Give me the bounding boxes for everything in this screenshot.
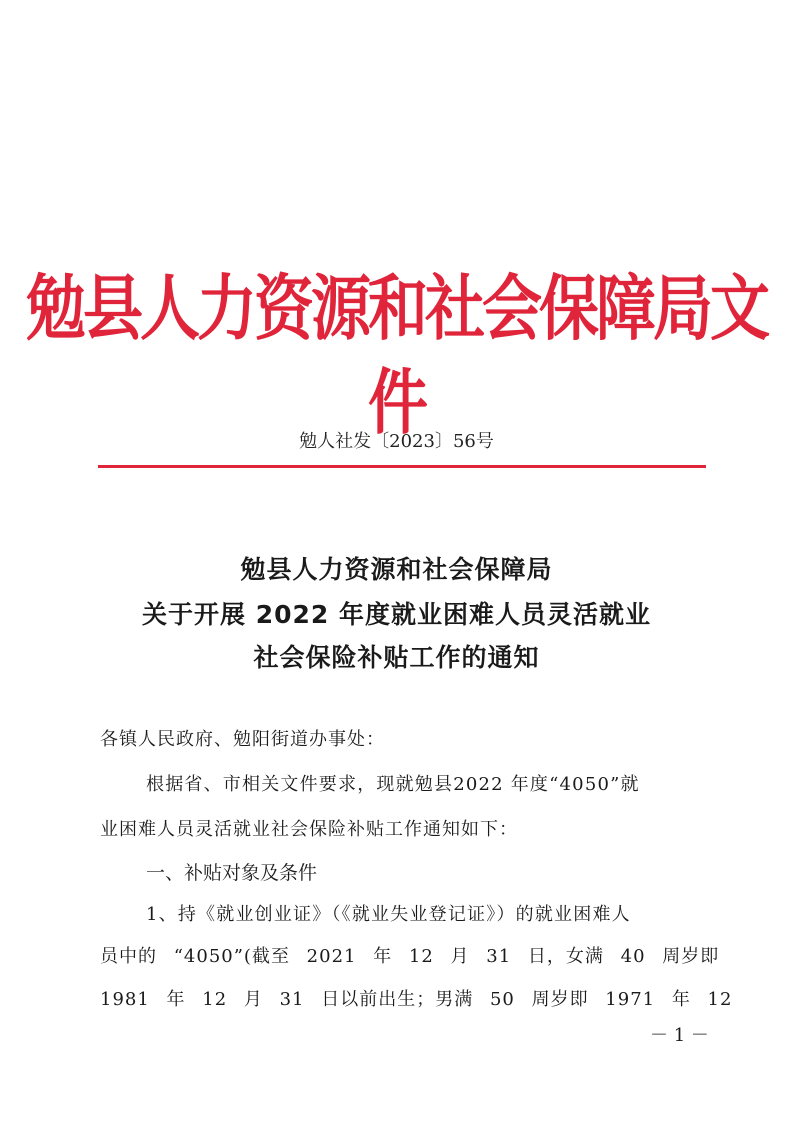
notice-title-line-1: 勉县人力资源和社会保障局 bbox=[240, 555, 553, 584]
paragraph-2-line-1: 1、持《就业创业证》（《就业失业登记证》）的就业困难人 bbox=[146, 904, 631, 925]
notice-title-line-3: 社会保险补贴工作的通知 bbox=[253, 643, 540, 672]
page-number: － 1 － bbox=[650, 1025, 709, 1046]
paragraph-1-line-2: 业困难人员灵活就业社会保险补贴工作通知如下： bbox=[100, 819, 518, 840]
red-divider-line bbox=[98, 465, 706, 468]
paragraph-2-line-3: 1981 年 12 月 31 日以前出生；男满 50 周岁即 1971 年 12 bbox=[100, 989, 733, 1010]
document-number: 勉人社发〔2023〕56号 bbox=[299, 431, 494, 452]
masthead-title: 勉县人力资源和社会保障局文件 bbox=[26, 267, 767, 445]
paragraph-2-line-2: 员中的 “4050”(截至 2021 年 12 月 31 日，女满 40 周岁即 bbox=[100, 946, 720, 967]
salutation: 各镇人民政府、勉阳街道办事处： bbox=[100, 729, 385, 750]
section-1-heading: 一、补贴对象及条件 bbox=[146, 862, 318, 884]
notice-title-line-2: 关于开展 2022 年度就业困难人员灵活就业 bbox=[142, 600, 651, 629]
paragraph-1-line-1: 根据省、市相关文件要求，现就勉县2022 年度“4050”就 bbox=[146, 774, 640, 795]
